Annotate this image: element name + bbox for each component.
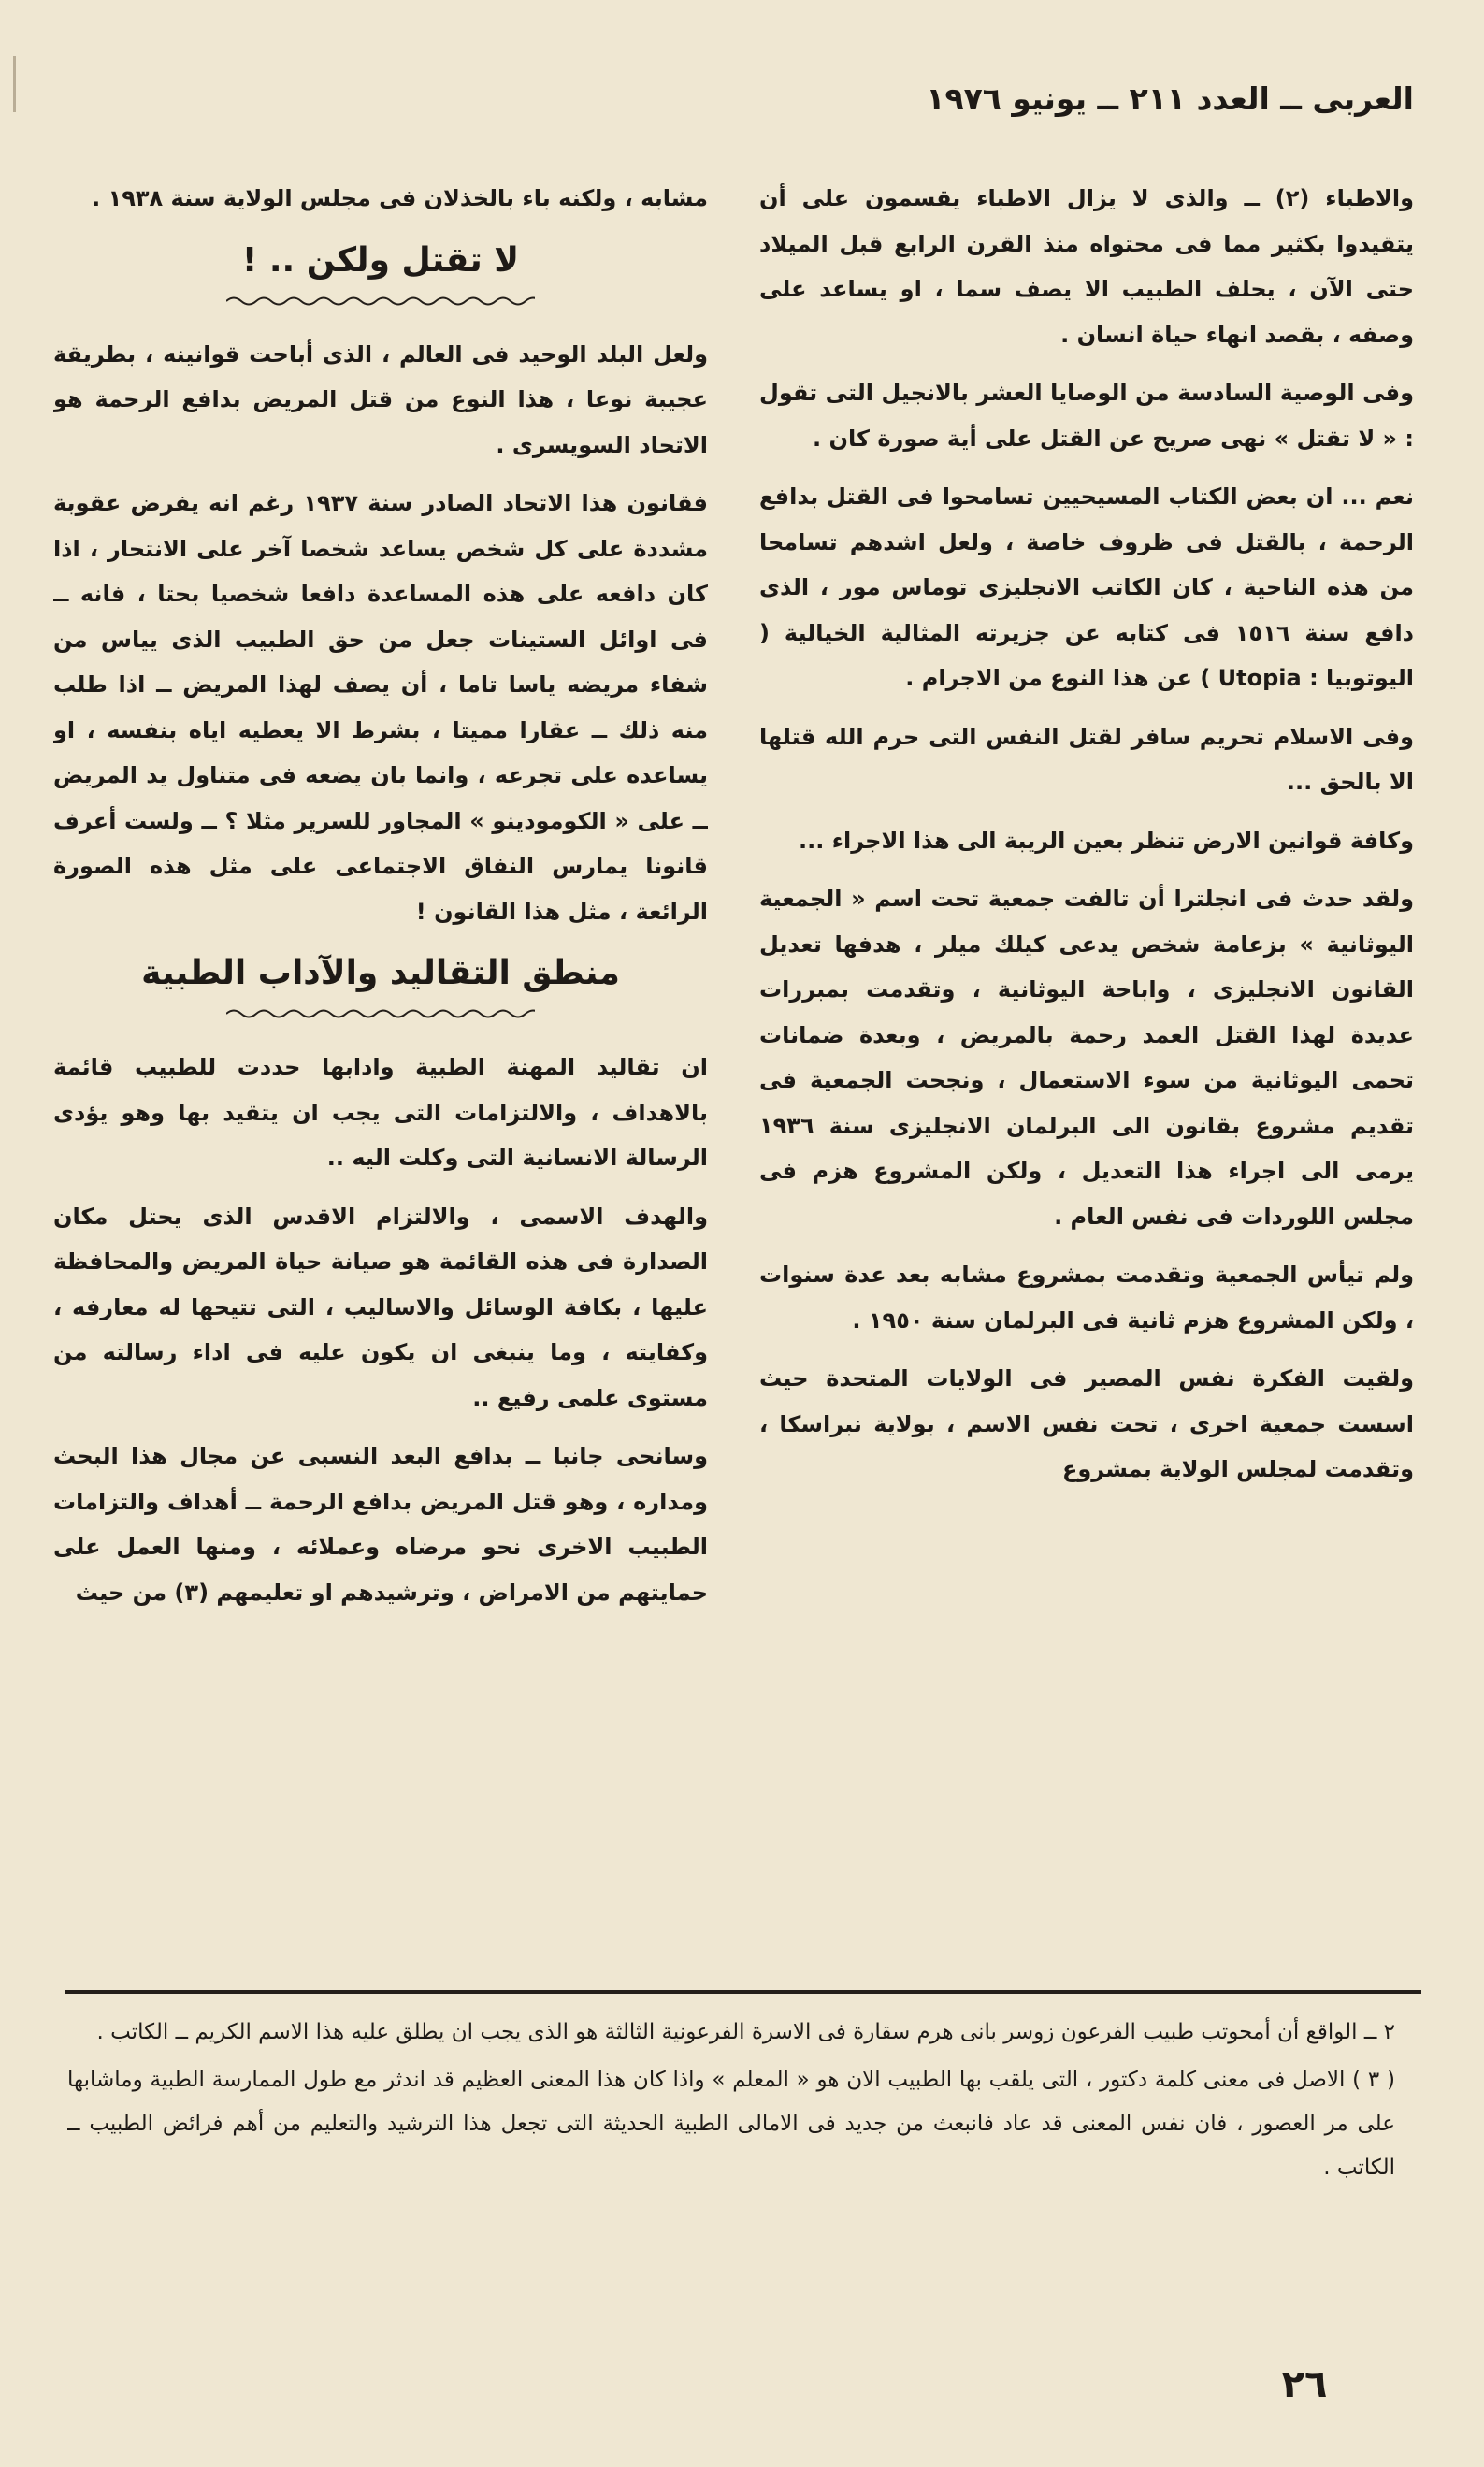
- footnote-separator: [65, 1990, 1421, 1994]
- paragraph: ان تقاليد المهنة الطبية وادابها حددت للطبيب قائمة بالاهداف ، والالتزامات التى يجب ان يتقيد بها وهو يؤدى الرسالة الانسانية التى وكلت اليه ..: [53, 1054, 708, 1171]
- section-heading: [53, 235, 708, 308]
- right-column: [759, 176, 1414, 1971]
- page-number: ٢٦: [1281, 2363, 1328, 2406]
- paragraph: فقانون هذا الاتحاد الصادر سنة ١٩٣٧ رغم انه يفرض عقوبة مشددة على كل شخص يساعد شخصا آخر على الانتحار ، اذا كان دافعه على هذه المساعدة دافعا شخصيا بحتا ، فانه ــ فى اوائل الستينات جعل من حق الطبيب الذى يياس من شفاء مريضه ياسا تاما ، أن يصف لهذا المريض ــ اذا طلب منه ذلك ــ عقارا مميتا ، بشرط الا يعطيه اياه بنفسه ، او يساعده على تجرعه ، وانما بان يضعه فى متناول يد المريض ــ على « الكومودينو » المجاور للسرير مثلا ؟ ــ ولست أعرف قانونا يمارس النفاق الاجتماعى على مثل هذه الصورة الرائعة ، مثل هذا القانون !: [53, 490, 708, 925]
- paragraph: مشابه ، ولكنه باء بالخذلان فى مجلس الولاية سنة ١٩٣٨ .: [92, 185, 708, 211]
- paragraph: ولم تيأس الجمعية وتقدمت بمشروع مشابه بعد عدة سنوات ، ولكن المشروع هزم ثانية فى البرلمان سنة ١٩٥٠ .: [759, 1262, 1414, 1334]
- paragraph: والاطباء (٢) ــ والذى لا يزال الاطباء يقسمون على أن يتقيدوا بكثير مما فى محتواه منذ القرن الرابع قبل الميلاد حتى الآن ، يحلف الطبيب الا يصف سما ، او يساعد على وصفه ، بقصد انهاء حياة انسان .: [759, 185, 1414, 348]
- paragraph: وفى الوصية السادسة من الوصايا العشر بالانجيل التى تقول : « لا تقتل » نهى صريح عن القتل على أية صورة كان .: [759, 380, 1414, 452]
- paragraph: والهدف الاسمى ، والالتزام الاقدس الذى يحتل مكان الصدارة فى هذه القائمة هو صيانة حياة المريض والمحافظة عليها ، بكافة الوسائل والاساليب ، التى تتيحها له معارفه ، وكفايته ، وما ينبغى ان يكون عليه فى اداء رسالته من مستوى علمى رفيع ..: [53, 1203, 708, 1411]
- running-head: العربى ــ العدد ٢١١ ــ يونيو ١٩٧٦: [926, 80, 1414, 117]
- paragraph: ولقيت الفكرة نفس المصير فى الولايات المتحدة حيث اسست جمعية اخرى ، تحت نفس الاسم ، بولاية نبراسكا ، وتقدمت لمجلس الولاية بمشروع: [759, 1365, 1414, 1482]
- footnotes: [67, 2011, 1395, 2319]
- wavy-underline: [226, 295, 535, 308]
- paragraph: وكافة قوانين الارض تنظر بعين الريبة الى هذا الاجراء ...: [799, 827, 1414, 854]
- left-column: [53, 176, 708, 1971]
- wavy-underline: [226, 1007, 535, 1020]
- paragraph: وفى الاسلام تحريم سافر لقتل النفس التى حرم الله قتلها الا بالحق ...: [759, 723, 1414, 795]
- paragraph: وسانحى جانبا ــ بدافع البعد النسبى عن مجال هذا البحث ومداره ، وهو قتل المريض بدافع الرحمة ــ أهداف والتزامات الطبيب الاخرى نحو مرضاه وعملائه ، ومنها العمل على حمايتهم من الامراض ، وترشيدهم او تعليمهم (٣) من حيث: [53, 1443, 708, 1606]
- paragraph: ولعل البلد الوحيد فى العالم ، الذى أباحت قوانينه ، بطريقة عجيبة نوعا ، هذا النوع من قتل المريض بدافع الرحمة هو الاتحاد السويسرى .: [53, 340, 708, 458]
- footnote: ٢ ــ الواقع أن أمحوتب طبيب الفرعون زوسر بانى هرم سقارة فى الاسرة الفرعونية الثالثة هو الذى يجب ان يطلق عليه هذا الاسم الكريم ــ الكاتب .: [96, 2020, 1395, 2044]
- margin-mark: [13, 56, 16, 112]
- section-heading-text: منطق التقاليد والآداب الطبية: [141, 954, 620, 992]
- paragraph: نعم ... ان بعض الكتاب المسيحيين تسامحوا فى القتل بدافع الرحمة ، بالقتل فى ظروف خاصة ، ولعل اشدهم تسامحا من هذه الناحية ، كان الكاتب الانجليزى توماس مور ، الذى دافع سنة ١٥١٦ فى كتابه عن جزيرته المثالية الخيالية ( اليوتوبيا : Utopia ) عن هذا النوع من الاجرام .: [759, 483, 1414, 691]
- paragraph: ولقد حدث فى انجلترا أن تالفت جمعية تحت اسم « الجمعية اليوثانية » بزعامة شخص يدعى كيلك ميلر ، هدفها تعديل القانون الانجليزى ، واباحة اليوثانية ، وتقدمت بمبررات عديدة لهذا القتل العمد رحمة بالمريض ، وبعدة ضمانات تحمى اليوثانية من سوء الاستعمال ، ونجحت الجمعية فى تقديم مشروع بقانون الى البرلمان الانجليزى سنة ١٩٣٦ يرمى الى اجراء هذا التعديل ، ولكن المشروع هزم فى مجلس اللوردات فى نفس العام .: [759, 886, 1414, 1230]
- section-heading-text: لا تقتل ولكن .. !: [241, 240, 520, 280]
- footnote: ( ٣ ) الاصل فى معنى كلمة دكتور ، التى يلقب بها الطبيب الان هو « المعلم » واذا كان هذا المعنى العظيم قد اندثر مع طول الممارسة الطبية وماشابها على مر العصور ، فان نفس المعنى قد عاد فانبعث من جديد فى الامالى الطبية الحديثة التى تجعل هذا الترشيد والتعليم من أهم فرائض الطبيب ــ الكاتب .: [67, 2068, 1395, 2180]
- section-heading: [53, 947, 708, 1020]
